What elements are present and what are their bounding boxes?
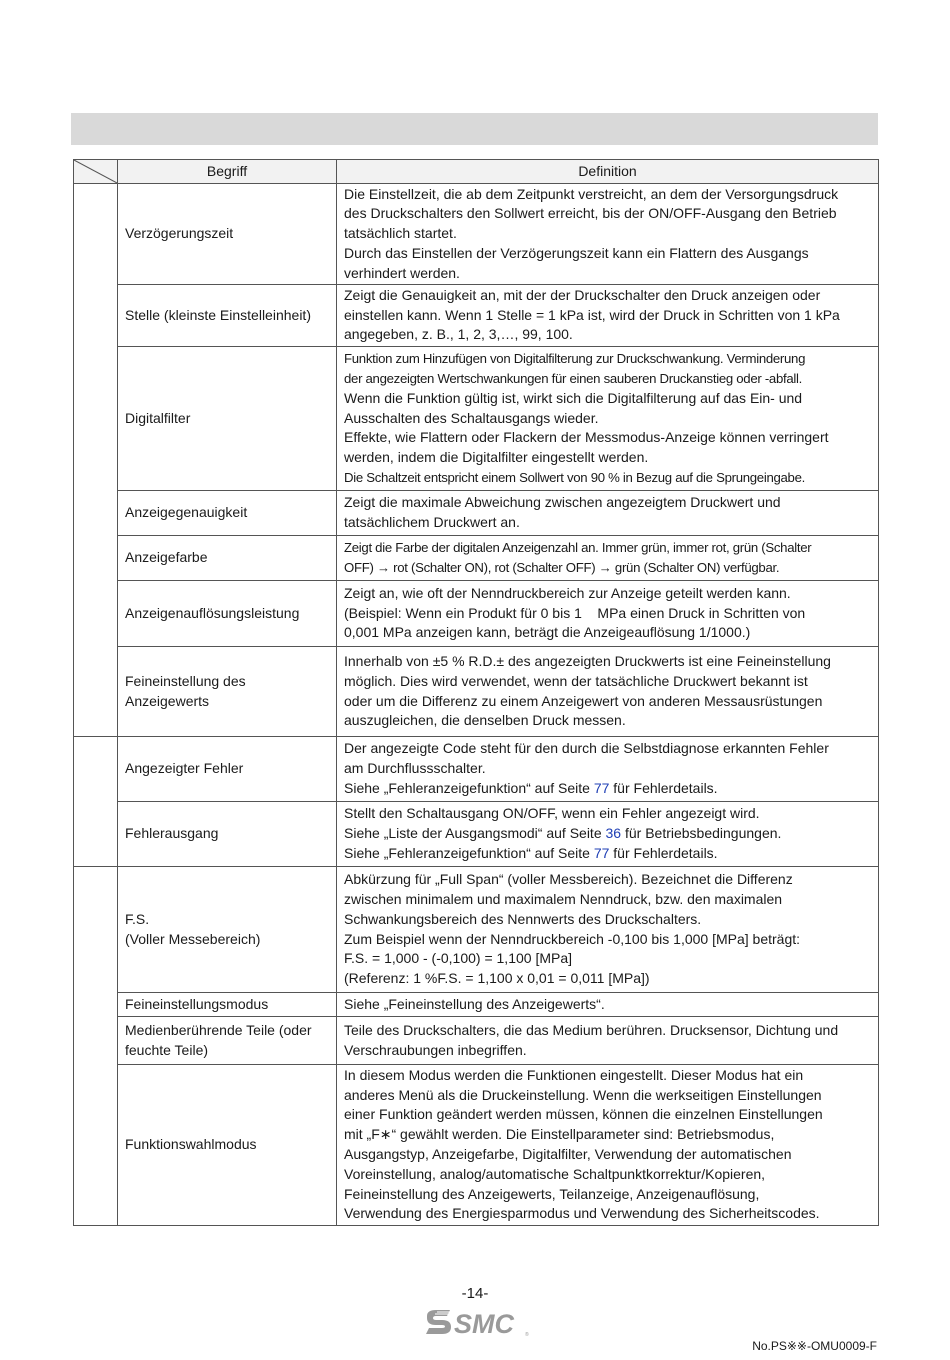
- definition-cell: Zeigt an, wie oft der Nenndruckbereich zur Anzeige geteilt werden kann. (Beispiel: Wenn ein Produkt für 0 bis 1 MPa einen Druck in Schritten von 0,001 MPa anzeigen kann, beträgt die Anzeigeauflösung 1/1000.): [337, 581, 879, 647]
- table-row: [74, 581, 879, 647]
- definition-cell: Innerhalb von ±5 % R.D.± des angezeigten Druckwerts ist eine Feineinstellung möglich. Dies wird verwendet, wenn der tatsächliche Druckwert bekannt ist oder um die Differenz zu einem Anzeigewert von anderen Messausrüstungen auszugleichen, die denselben Druck messen.: [337, 647, 879, 737]
- definition-cell: Teile des Druckschalters, die das Medium berühren. Drucksensor, Dichtung und Verschraubungen inbegriffen.: [337, 1017, 879, 1065]
- column-header-term: Begriff: [118, 160, 337, 184]
- table-header-row: [74, 160, 879, 184]
- term-cell: Medienberührende Teile (oder feuchte Teile): [118, 1017, 337, 1065]
- table-row: [74, 285, 879, 347]
- page-link[interactable]: 77: [593, 779, 610, 796]
- definition-cell: Zeigt die maximale Abweichung zwischen angezeigtem Druckwert und tatsächlichem Druckwert an.: [337, 491, 879, 536]
- section-header-bar: [71, 113, 878, 145]
- definition-cell: Siehe „Feineinstellung des Anzeigewerts“.: [337, 993, 879, 1017]
- table-row: [74, 993, 879, 1017]
- table-row: [74, 347, 879, 491]
- page-link[interactable]: 36: [605, 825, 622, 842]
- table-row: [74, 536, 879, 581]
- definition-cell: Funktion zum Hinzufügen von Digitalfilterung zur Druckschwankung. Verminderung der angezeigten Wertschwankungen für einen sauberen Druckanstieg oder -abfall. Wenn die Funktion gültig ist, wirkt sich die Digitalfilterung auf das Ein- und Ausschalten des Schaltausgangs wieder. Effekte, wie Flattern oder Flackern der Messmodus-Anzeige können verringert werden, indem die Digitalfilter eingestellt werden. Die Schaltzeit entspricht einem Sollwert von 90 % in Bezug auf die Sprungeingabe.: [337, 347, 879, 491]
- definition-cell: Zeigt die Farbe der digitalen Anzeigenzahl an. Immer grün, immer rot, grün (Schalter OFF) → rot (Schalter ON), rot (Schalter OFF) → grün (Schalter ON) verfügbar.: [337, 536, 879, 581]
- definition-cell: Der angezeigte Code steht für den durch die Selbstdiagnose erkannten Fehler am Durchflussschalter. Siehe „Fehleranzeigefunktion“ auf Seite 77 für Fehlerdetails.: [337, 737, 879, 802]
- definition-cell: Stellt den Schaltausgang ON/OFF, wenn ein Fehler angezeigt wird. Siehe „Liste der Ausgangsmodi“ auf Seite 36 für Betriebsbedingungen. Siehe „Fehleranzeigefunktion“ auf Seite 77 für Fehlerdetails.: [337, 802, 879, 867]
- definition-cell: Abkürzung für „Full Span“ (voller Messbereich). Bezeichnet die Differenz zwischen minimalem und maximalem Nenndruck, bzw. den maximalen Schwankungsbereich des Nennwerts des Druckschalters. Zum Beispiel wenn der Nenndruckbereich -0,100 bis 1,000 [MPa] beträgt: F.S. = 1,000 - (-0,100) = 1,100 [MPa] (Referenz: 1 %F.S. = 1,100 x 0,01 = 0,011 [MPa]): [337, 867, 879, 993]
- table-row: [74, 647, 879, 737]
- term-cell: Stelle (kleinste Einstelleinheit): [118, 285, 337, 347]
- glossary-table: [73, 159, 879, 1226]
- table-row: [74, 737, 879, 802]
- table-row: [74, 1065, 879, 1226]
- term-cell: Anzeigefarbe: [118, 536, 337, 581]
- definition-cell: In diesem Modus werden die Funktionen eingestellt. Dieser Modus hat ein anderes Menü als die Druckeinstellung. Wenn die werkseitigen Einstellungen einer Funktion geändert werden müssen, können die einzelnen Einstellungen mit „F∗“ gewählt werden. Die Einstellparameter sind: Betriebsmodus, Ausgangstyp, Anzeigefarbe, Digitalfilter, Verwendung der automatischen Voreinstellung, analog/automatische Schaltpunktkorrektur/Kopieren, Feineinstellung des Anzeigewerts, Teilanzeige, Anzeigenauflösung, Verwendung des Energiesparmodus und Verwendung des Sicherheitscodes.: [337, 1065, 879, 1226]
- term-cell: Funktionswahlmodus: [118, 1065, 337, 1226]
- term-cell: Anzeigegenauigkeit: [118, 491, 337, 536]
- term-cell: Anzeigenauflösungsleistung: [118, 581, 337, 647]
- page-number: -14-: [461, 1285, 489, 1302]
- term-cell: Feineinstellung des Anzeigewerts: [118, 647, 337, 737]
- table-row: [74, 867, 879, 993]
- document-number: No.PS※※-OMU0009-F: [752, 1339, 877, 1353]
- term-cell: Feineinstellungsmodus: [118, 993, 337, 1017]
- table-row: [74, 491, 879, 536]
- term-cell: Fehlerausgang: [118, 802, 337, 867]
- category-cell: [74, 737, 118, 867]
- table-row: [74, 184, 879, 285]
- corner-cell: [74, 160, 118, 184]
- table-row: [74, 1017, 879, 1065]
- smc-logo: [424, 1306, 530, 1338]
- category-cell: [74, 867, 118, 1226]
- term-cell: F.S. (Voller Messebereich): [118, 867, 337, 993]
- definition-cell: Zeigt die Genauigkeit an, mit der der Druckschalter den Druck anzeigen oder einstellen kann. Wenn 1 Stelle = 1 kPa ist, wird der Druck in Schritten von 1 kPa angegeben, z. B., 1, 2, 3,…, 99, 100.: [337, 285, 879, 347]
- column-header-definition: Definition: [337, 160, 879, 184]
- page-link[interactable]: 77: [593, 844, 610, 861]
- svg-text:SMC: SMC: [454, 1309, 514, 1338]
- term-cell: Digitalfilter: [118, 347, 337, 491]
- svg-text:®: ®: [525, 1332, 529, 1338]
- term-cell: Angezeigter Fehler: [118, 737, 337, 802]
- table-row: [74, 802, 879, 867]
- definition-cell: Die Einstellzeit, die ab dem Zeitpunkt verstreicht, an dem der Versorgungsdruck des Druckschalters den Sollwert erreicht, bis der ON/OFF-Ausgang den Betrieb tatsächlich startet. Durch das Einstellen der Verzögerungszeit kann ein Flattern des Ausgangs verhindert werden.: [337, 184, 879, 285]
- term-cell: Verzögerungszeit: [118, 184, 337, 285]
- category-cell: [74, 184, 118, 737]
